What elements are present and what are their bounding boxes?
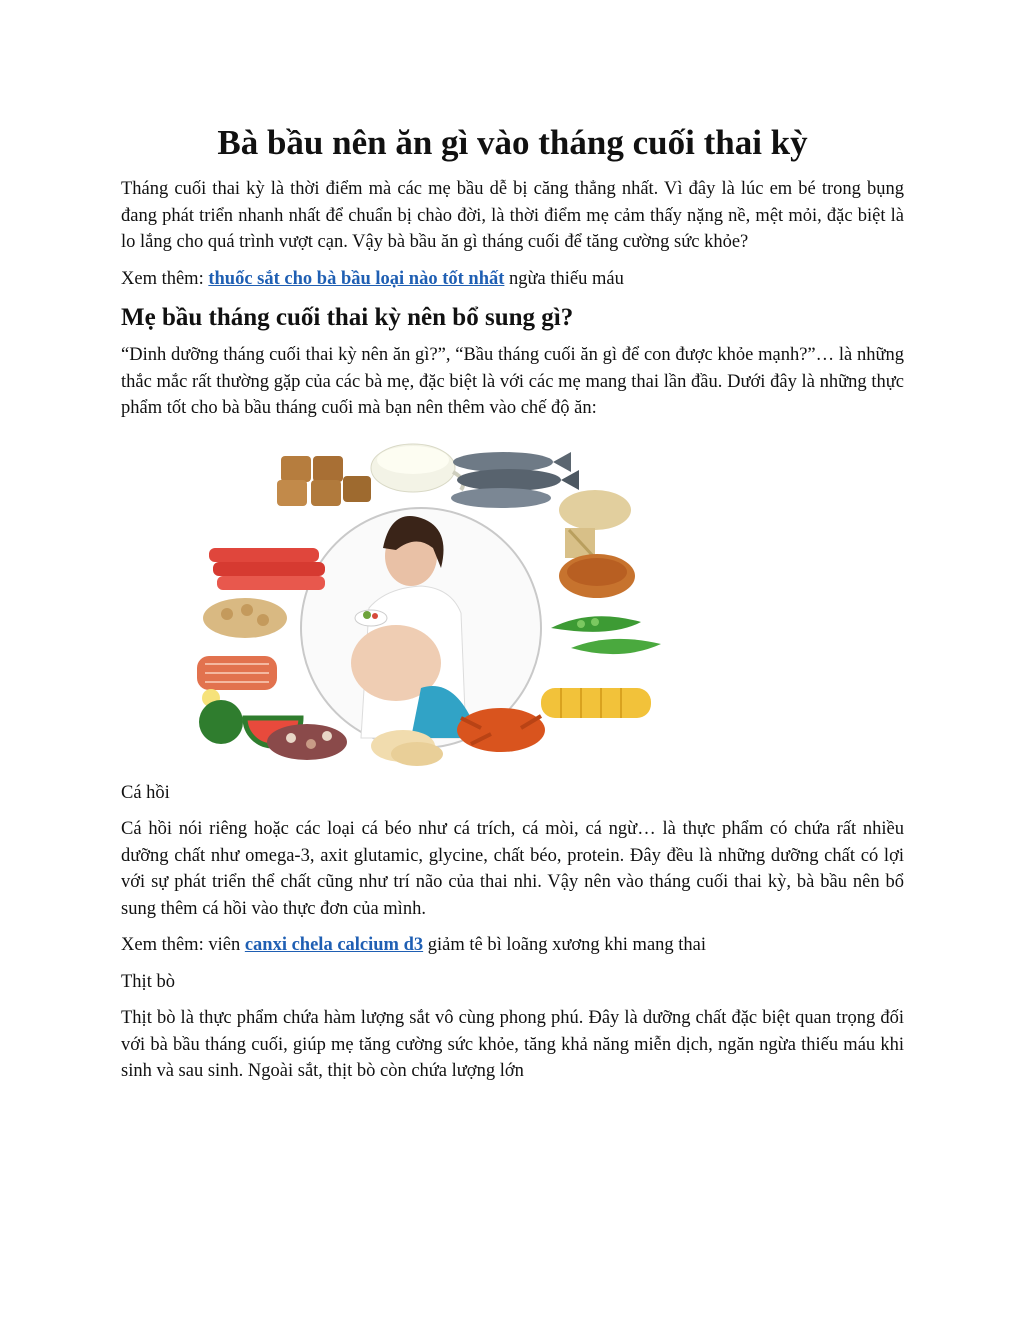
salmon-paragraph: Cá hồi nói riêng hoặc các loại cá béo như cá trích, cá mòi, cá ngừ… là thực phẩm có chứa rất nhiều dưỡng chất như omega-3, axit glutamic, glycine, chất béo, protein. Đây đều là những dưỡng chất có lợi với sự phát triển thể chất cũng như trí não của thai nhi. Vậy nên vào tháng cuối thai kỳ, bà bầu nên bổ sung thêm cá hồi vào thực đơn của mình.: [121, 819, 904, 919]
pregnancy-foods-image: [121, 438, 681, 768]
see-more-line-1: [121, 266, 904, 293]
food-circle-illustration: [121, 438, 681, 768]
beef-heading: Thịt bò: [121, 971, 175, 992]
see-more-prefix: Xem thêm: viên: [121, 935, 245, 955]
yogurt-bowl: [371, 444, 463, 492]
beef-paragraph: Thịt bò là thực phẩm chứa hàm lượng sắt vô cùng phong phú. Đây là dưỡng chất đặc biệt quan trọng đối với bà bầu tháng cuối, giúp mẹ tăng cường sức khỏe, tăng khả năng miễn dịch, ngăn ngừa thiếu máu khi sinh và sau sinh. Ngoài sắt, thịt bò còn chứa lượng lớn: [121, 1008, 904, 1081]
crayfish: [457, 708, 545, 752]
section-intro-paragraph: “Dinh dưỡng tháng cuối thai kỳ nên ăn gì?”, “Bầu tháng cuối ăn gì để con được khỏe mạnh?”… là những thắc mắc rất thường gặp của các bà mẹ, đặc biệt là với các mẹ mang thai lần đầu. Dưới đây là những thực phẩm tốt cho bà bầu tháng cuối mà bạn nên thêm vào chế độ ăn:: [121, 345, 904, 418]
see-more-prefix: Xem thêm:: [121, 268, 209, 289]
crab-sticks: [209, 548, 325, 590]
see-more-suffix: giảm tê bì loãng xương khi mang thai: [423, 935, 707, 955]
lentils-bowl: [559, 554, 635, 598]
calcium-d3-link[interactable]: canxi chela calcium d3: [244, 935, 424, 955]
green-peas: [551, 616, 661, 654]
intro-paragraph: Tháng cuối thai kỳ là thời điểm mà các mẹ bầu dễ bị căng thẳng nhất. Vì đây là lúc em bé trong bụng đang phát triển nhanh nhất để chuẩn bị chào đời, là thời điểm mẹ cảm thấy nặng nề, mệt mỏi, đặc biệt là lo lắng cho quá trình vượt cạn. Vậy bà bầu ăn gì tháng cuối để tăng cường sức khỏe?: [121, 179, 904, 252]
fish: [451, 452, 579, 508]
page-title: Bà bầu nên ăn gì vào tháng cuối thai kỳ: [217, 123, 808, 162]
section-heading: Mẹ bầu tháng cuối thai kỳ nên bổ sung gì?: [121, 304, 574, 331]
salmon-heading: Cá hồi: [121, 782, 170, 803]
salmon-steak: [197, 656, 277, 707]
iron-supplement-link[interactable]: thuốc sắt cho bà bầu loại nào tốt nhất: [208, 268, 505, 289]
granola-bars: [277, 456, 371, 506]
document-page: [121, 118, 904, 1085]
see-more-line-2: [121, 932, 904, 959]
corn: [541, 688, 651, 718]
oats-bowl: [559, 490, 631, 558]
beans: [267, 724, 347, 760]
peanuts: [203, 598, 287, 638]
see-more-suffix: ngừa thiếu máu: [504, 268, 624, 289]
